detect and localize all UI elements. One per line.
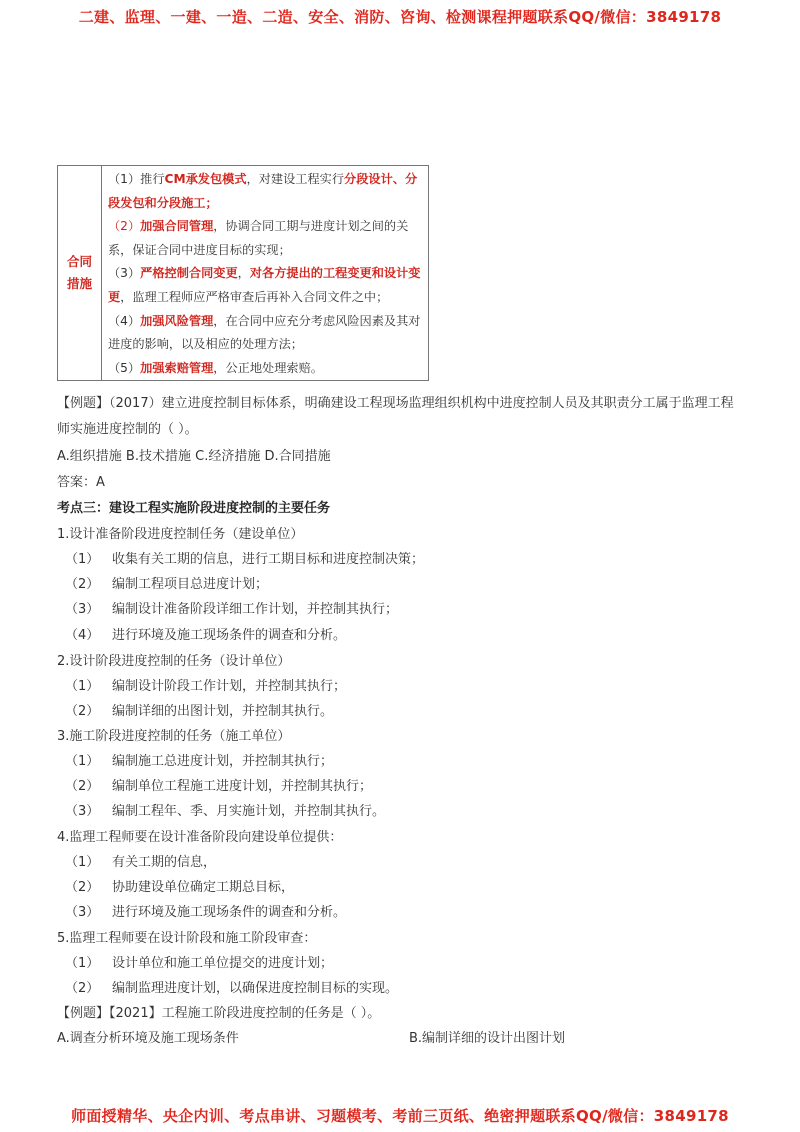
line-text: 编制设计准备阶段详细工作计划，并控制其执行； (112, 602, 399, 617)
contract-measures-table (57, 165, 429, 381)
line-text: 进行环境及施工现场条件的调查和分析。 (112, 628, 347, 643)
measure-item (108, 262, 424, 309)
line-text: 师实施进度控制的（ ）。 (57, 422, 198, 437)
list-item (57, 548, 424, 567)
list-item (57, 800, 385, 819)
line-text: 3.施工阶段进度控制的任务（施工单位） (57, 729, 291, 744)
item-number: （2） (65, 704, 100, 719)
measure-text: ，公正地处理索赔。 (213, 360, 323, 375)
measure-item (108, 168, 424, 215)
measure-text: ， (237, 266, 250, 281)
line-text: 【例题】【2021】工程施工阶段进度控制的任务是（ ）。 (57, 1006, 381, 1021)
item-number: （1） (65, 956, 100, 971)
item-number: （4） (65, 628, 100, 643)
line-text: 2.设计阶段进度控制的任务（设计单位） (57, 654, 291, 669)
list-item (57, 624, 346, 643)
line-text: 协助建设单位确定工期总目标， (112, 880, 295, 895)
item-number: （1） (65, 679, 100, 694)
line-text: 编制设计阶段工作计划，并控制其执行； (112, 679, 347, 694)
measure-text: ，对建设工程实行 (246, 172, 345, 186)
line-text: 【例题】（2017）建立进度控制目标体系，明确建设工程现场监理组织机构中进度控制人员及其职责分工属于监理工程 (57, 396, 734, 411)
measure-text: （1）推行 (108, 172, 165, 186)
list-item (57, 700, 333, 719)
header-banner: 二建、监理、一建、一造、二造、安全、消防、咨询、检测课程押题联系QQ/微信：3849178 (78, 8, 722, 26)
line-text: 收集有关工期的信息，进行工期目标和进度控制决策； (112, 552, 425, 567)
measure-item (108, 215, 424, 262)
line-text: 编制施工总进度计划，并控制其执行； (112, 754, 334, 769)
text-line (57, 445, 331, 464)
measure-text: （4） (108, 313, 141, 328)
list-item (57, 977, 398, 996)
list-item (57, 675, 346, 694)
line-text: 编制工程年、季、月实施计划，并控制其执行。 (112, 804, 386, 819)
text-line (57, 418, 198, 437)
text-line (57, 523, 303, 542)
item-number: （1） (65, 552, 100, 567)
list-item (57, 598, 398, 617)
text-line (57, 826, 342, 845)
highlighted-text: CM承发包模式 (164, 172, 247, 186)
footer-banner: 师面授精华、央企内训、考点串讲、习题模考、考前三页纸、绝密押题联系QQ/微信：3849178 (71, 1107, 729, 1125)
line-text: 答案：A (57, 475, 105, 490)
measures-cell (102, 166, 429, 381)
measure-item (108, 310, 424, 357)
line-text: 4.监理工程师要在设计准备阶段向建设单位提供： (57, 830, 343, 845)
section-heading (57, 497, 330, 516)
highlighted-text: 对各方提出的工程变更和设计变更 (108, 266, 421, 304)
line-text: 编制工程项目总进度计划； (112, 577, 269, 592)
line-text: A.组织措施 B.技术措施 C.经济措施 D.合同措施 (57, 449, 331, 464)
category-label: 合同 (66, 254, 92, 270)
item-number: （3） (65, 905, 100, 920)
list-item (57, 876, 294, 895)
highlighted-text: 严格控制合同变更 (140, 266, 238, 281)
item-number: （2） (65, 880, 100, 895)
measure-text: （5） (108, 360, 141, 375)
measure-text: （2） (108, 219, 141, 234)
line-text: 5.监理工程师要在设计阶段和施工阶段审查： (57, 931, 317, 946)
measure-text: （3） (108, 266, 141, 281)
line-text: 设计单位和施工单位提交的进度计划； (112, 956, 334, 971)
item-number: （2） (65, 779, 100, 794)
line-text: 编制详细的出图计划，并控制其执行。 (112, 704, 334, 719)
text-line (57, 1002, 380, 1021)
item-number: （2） (65, 577, 100, 592)
list-item (57, 952, 333, 971)
item-number: （3） (65, 602, 100, 617)
text-line (57, 471, 105, 490)
list-item (57, 851, 216, 870)
highlighted-text: 加强合同管理 (140, 219, 214, 234)
item-number: （2） (65, 981, 100, 996)
line-text: 有关工期的信息， (112, 855, 217, 870)
line-text: A.调查分析环境及施工现场条件 (57, 1031, 239, 1046)
list-item (57, 901, 346, 920)
measure-item (108, 357, 424, 381)
line-text: 考点三：建设工程实施阶段进度控制的主要任务 (57, 501, 331, 516)
text-line (57, 392, 734, 411)
text-line (57, 927, 316, 946)
list-item (57, 775, 372, 794)
option-b: B.编制详细的设计出图计划 (409, 1031, 566, 1046)
measure-text: ，在合同中应充分考虑风险因素及其对进度的影响，以及相应的处理方法； (108, 313, 421, 352)
list-item (57, 750, 333, 769)
category-cell (58, 166, 102, 381)
text-line (57, 1027, 566, 1046)
line-text: 1.设计准备阶段进度控制任务（建设单位） (57, 527, 304, 542)
item-number: （1） (65, 855, 100, 870)
list-item (57, 573, 268, 592)
measure-text: ，协调合同工期与进度计划之间的关系，保证合同中进度目标的实现； (108, 219, 409, 257)
line-text: 编制单位工程施工进度计划，并控制其执行； (112, 779, 373, 794)
highlighted-text: 加强索赔管理 (140, 360, 214, 375)
item-number: （3） (65, 804, 100, 819)
line-text: 编制监理进度计划，以确保进度控制目标的实现。 (112, 981, 399, 996)
measure-text: ，监理工程师应严格审查后再补入合同文件之中； (120, 289, 389, 304)
text-line (57, 650, 290, 669)
line-text: 进行环境及施工现场条件的调查和分析。 (112, 905, 347, 920)
item-number: （1） (65, 754, 100, 769)
category-label: 措施 (66, 276, 92, 292)
text-line (57, 725, 290, 744)
highlighted-text: 加强风险管理 (140, 313, 214, 328)
highlighted-text: 分段设计、分段发包和分段施工； (108, 172, 418, 210)
